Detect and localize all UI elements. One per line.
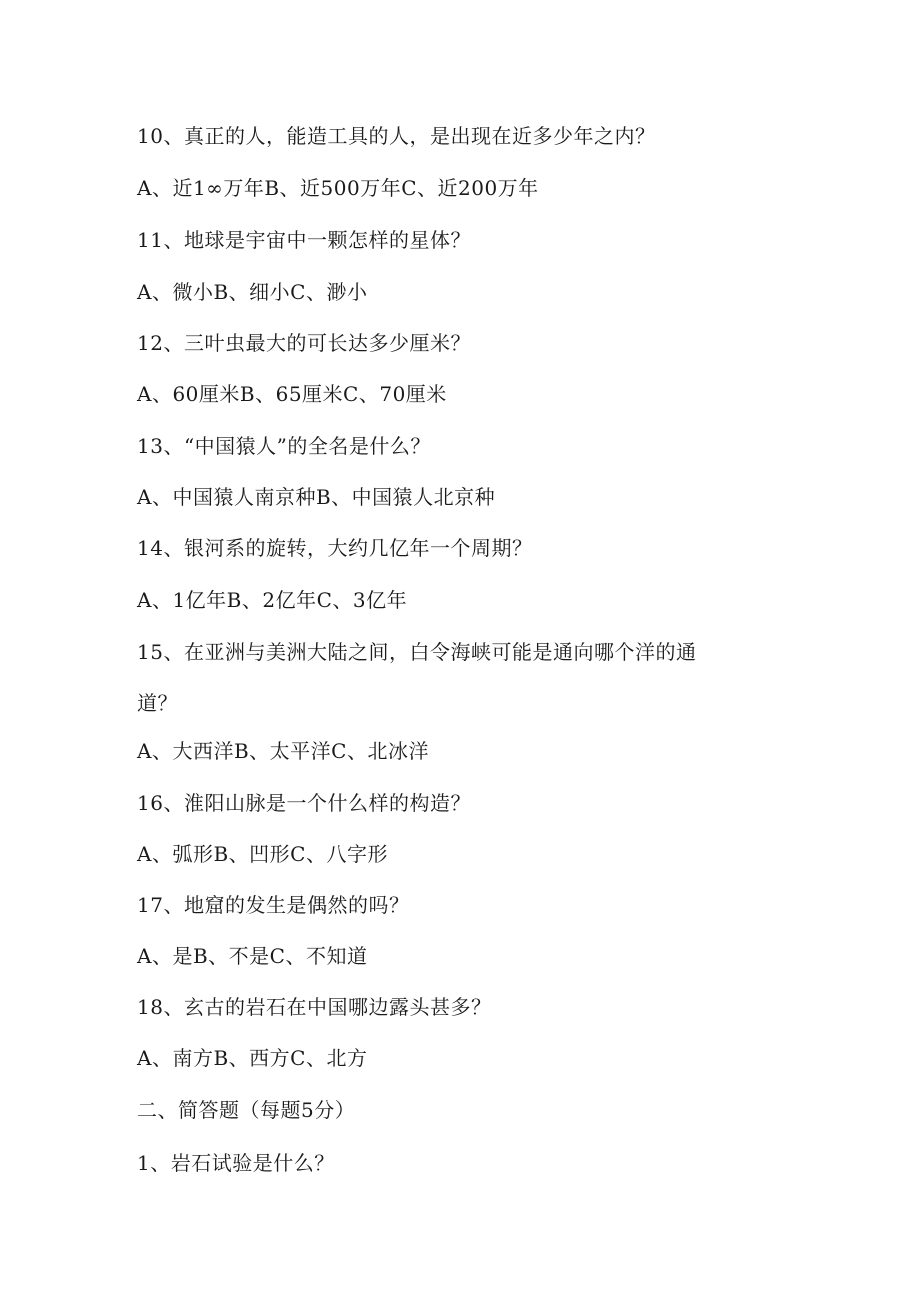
question-14: 14、银河系的旋转，大约几亿年一个周期？: [137, 536, 533, 560]
options-16: A、弧形B、凹形C、八字形: [137, 842, 388, 866]
question-12: 12、三叶虫最大的可长达多少厘米？: [137, 331, 471, 355]
options-12: A、60厘米B、65厘米C、70厘米: [137, 382, 447, 406]
question-10: 10、真正的人，能造工具的人，是出现在近多少年之内？: [137, 124, 656, 148]
options-11: A、微小B、细小C、渺小: [137, 280, 368, 304]
question-11: 11、地球是宇宙中一颗怎样的星体？: [137, 228, 471, 252]
question-16: 16、淮阳山脉是一个什么样的构造？: [137, 791, 471, 815]
options-15: A、大西洋B、太平洋C、北冰洋: [137, 739, 429, 763]
section-heading: 二、简答题（每题5分）: [137, 1098, 356, 1122]
options-14: A、1亿年B、2亿年C、3亿年: [137, 588, 408, 612]
options-18: A、南方B、西方C、北方: [137, 1046, 368, 1070]
question-17: 17、地窟的发生是偶然的吗？: [137, 893, 410, 917]
options-13: A、中国猿人南京种B、中国猿人北京种: [137, 485, 496, 509]
options-17: A、是B、不是C、不知道: [137, 944, 368, 968]
options-10: A、近1∞万年B、近500万年C、近200万年: [137, 176, 539, 200]
question-18: 18、玄古的岩石在中国哪边露头甚多？: [137, 995, 492, 1019]
question-15: 15、在亚洲与美洲大陆之间，白令海峡可能是通向哪个洋的通: [137, 640, 697, 664]
short-answer-1: 1、岩石试验是什么？: [137, 1151, 335, 1175]
question-13: 13、“中国猿人”的全名是什么？: [137, 434, 431, 458]
question-15-continued: 道？: [137, 691, 178, 715]
